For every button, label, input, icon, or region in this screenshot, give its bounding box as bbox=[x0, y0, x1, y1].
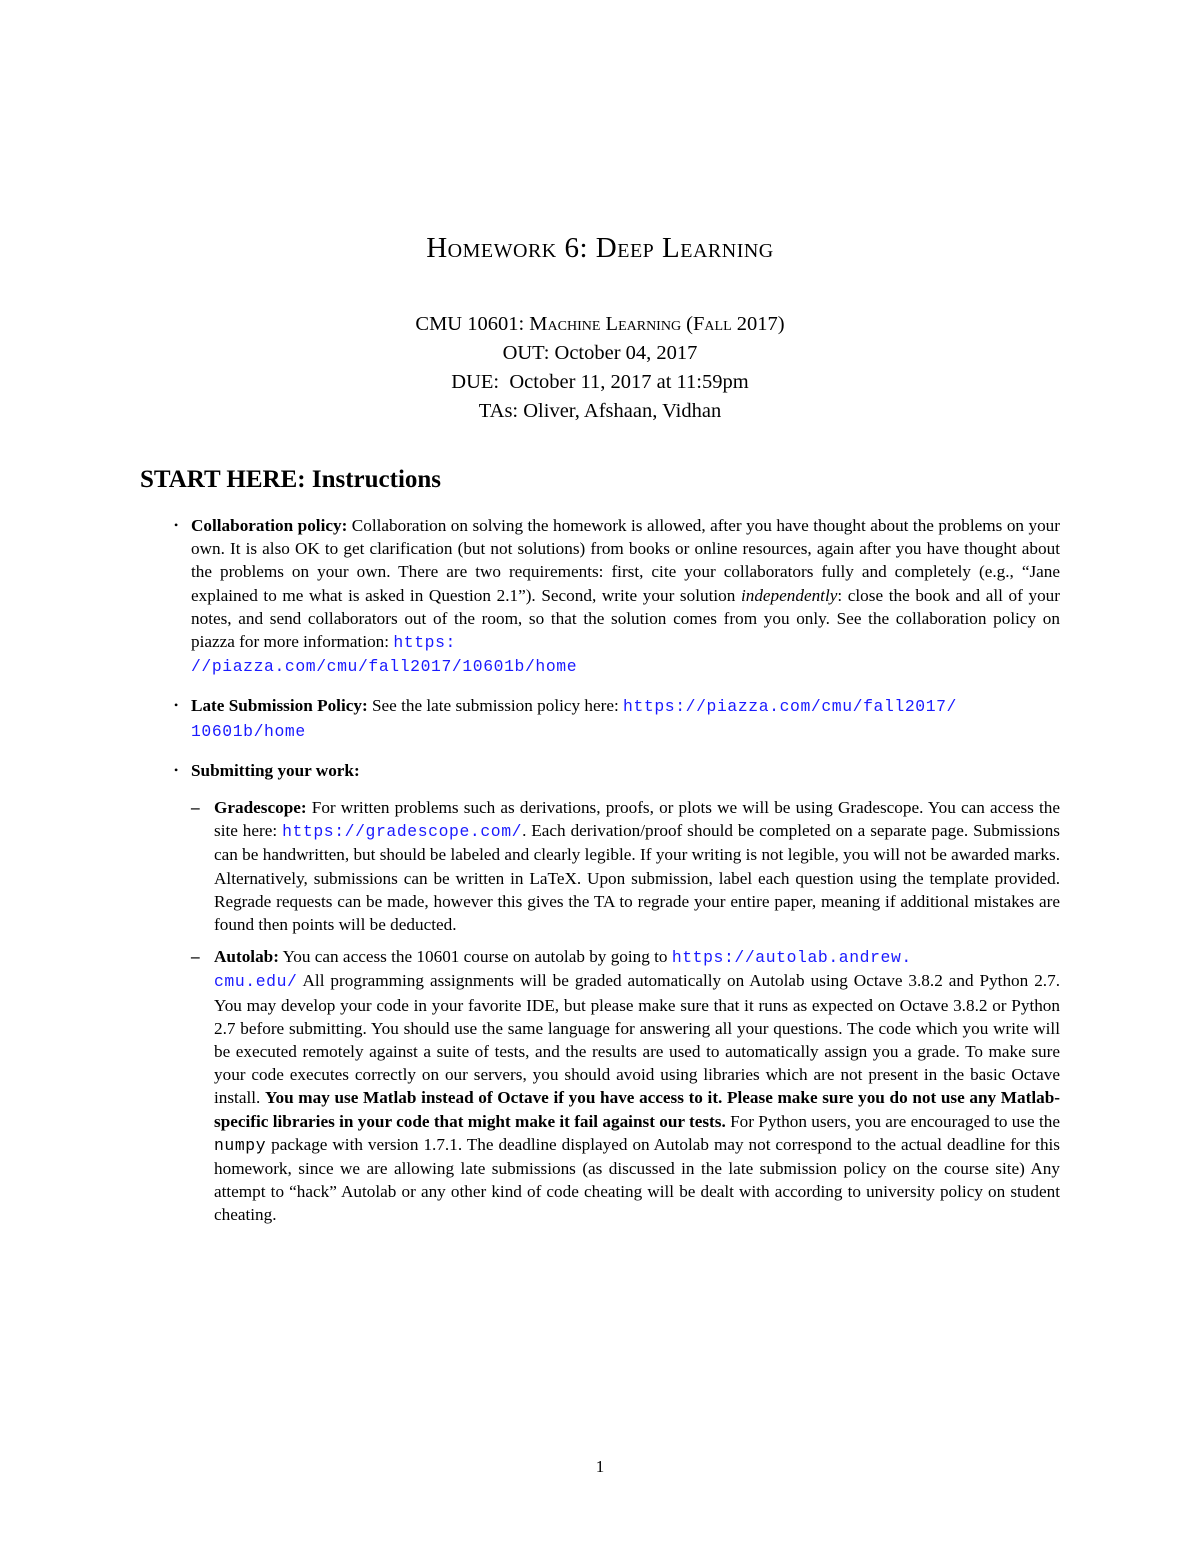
bullet-icon: • bbox=[174, 762, 179, 777]
gradescope-link[interactable]: https://gradescope.com/ bbox=[282, 822, 523, 842]
instructions-body bbox=[166, 514, 1060, 1243]
ta-list: TAs: Oliver, Afshaan, Vidhan bbox=[478, 400, 722, 422]
autolab-text-3: For Python users, you are encouraged to use the bbox=[725, 1111, 1060, 1131]
gradescope-text-1: For written problems such as derivations, proofs, or plots we will be using Gradescope. You can access the site here: bbox=[214, 798, 1060, 841]
out-date: OUT: October 04, 2017 bbox=[502, 342, 698, 364]
gradescope-item bbox=[191, 796, 1060, 936]
late-policy-label: Late Submission Policy: bbox=[191, 696, 368, 716]
piazza-late-link[interactable]: https://piazza.com/cmu/fall2017/ 10601b/home bbox=[191, 697, 957, 741]
piazza-collaboration-link[interactable]: https: //piazza.com/cmu/fall2017/10601b/home bbox=[191, 633, 578, 677]
late-policy-item bbox=[166, 694, 1060, 742]
submitting-work-item bbox=[166, 759, 1060, 1227]
due-date: DUE: October 11, 2017 at 11:59pm bbox=[451, 371, 749, 393]
submitting-label: Submitting your work: bbox=[191, 760, 360, 780]
bullet-icon: • bbox=[174, 518, 179, 532]
collaboration-text-2: : close the book and all of your notes, and send collaborators out of the room, so that the solution comes from you only. See the collaboration policy on piazza for more information: bbox=[191, 585, 1060, 652]
autolab-bold-note: You may use Matlab instead of Octave if you have access to it. Please make sure you do not use any Matlab-specific libraries in your code that might make it fail against our tests. bbox=[214, 1088, 1060, 1131]
collaboration-text-1: Collaboration on solving the homework is allowed, after you have thought about the problems on your own. It is also OK to get clarification (but not solutions) from books or online resources, again after you have thought about the problems on your own. There are two requirements: first, cite your collaborators fully and completely (e.g., “Jane explained to me what is asked in Question 2.1”). Second, write your solution bbox=[191, 516, 1061, 605]
gradescope-text-2: . Each derivation/proof should be completed on a separate page. Submissions can be handwritten, but should be labeled and clearly legible. If your writing is not legible, you will not be awarded marks. Alternatively, submissions can be written in LaTeX. Upon submission, label each question using the template provided. Regrade requests can be made, however this gives the TA to regrade your entire paper, meaning if additional mistakes are found then points will be deducted. bbox=[214, 821, 1061, 935]
page-title: Homework 6: Deep Learning bbox=[426, 232, 774, 264]
autolab-label: Autolab: bbox=[214, 947, 279, 967]
autolab-item bbox=[191, 945, 1060, 1226]
instruction-list bbox=[166, 514, 1060, 1227]
section-heading: START HERE: Instructions bbox=[140, 466, 442, 493]
gradescope-label: Gradescope: bbox=[214, 798, 307, 818]
late-policy-text: See the late submission policy here: bbox=[367, 696, 624, 716]
autolab-link[interactable]: https://autolab.andrew. cmu.edu/ bbox=[214, 948, 912, 992]
dash-icon: – bbox=[191, 798, 200, 818]
page-number: 1 bbox=[595, 1457, 605, 1476]
collaboration-emphasis: independently bbox=[740, 585, 838, 605]
course-line: CMU 10601: Machine Learning (Fall 2017) bbox=[415, 313, 785, 335]
bullet-icon: • bbox=[174, 698, 179, 713]
collaboration-label: Collaboration policy: bbox=[191, 516, 348, 535]
autolab-text-1: You can access the 10601 course on autolab by going to bbox=[278, 947, 672, 967]
dash-icon: – bbox=[191, 947, 200, 967]
autolab-text-2: All programming assignments will be graded automatically on Autolab using Octave 3.8.2 and Python 2.7. You may develop your code in your favorite IDE, but please make sure that it runs as expected on Octave 3.8.2 or Python 2.7 before submitting. You should use the same language for answering all your questions. The code which you write will be executed remotely against a suite of tests, and the results are used to automatically assign you a grade. To make sure your code executes correctly on our servers, you should avoid using libraries which are not present in the basic Octave install. bbox=[214, 971, 1060, 1108]
autolab-text-4: package with version 1.7.1. The deadline displayed on Autolab may not correspond to the actual deadline for this homework, since we are allowing late submissions (as discussed in the late submission policy on the course site) Any attempt to “hack” Autolab or any other kind of code cheating will be dealt with according to university policy on student cheating. bbox=[214, 1134, 1060, 1225]
collaboration-policy-item bbox=[166, 514, 1060, 678]
homework-meta bbox=[0, 310, 1200, 426]
submission-methods-list bbox=[191, 796, 1060, 1227]
numpy-code: numpy bbox=[214, 1135, 267, 1155]
